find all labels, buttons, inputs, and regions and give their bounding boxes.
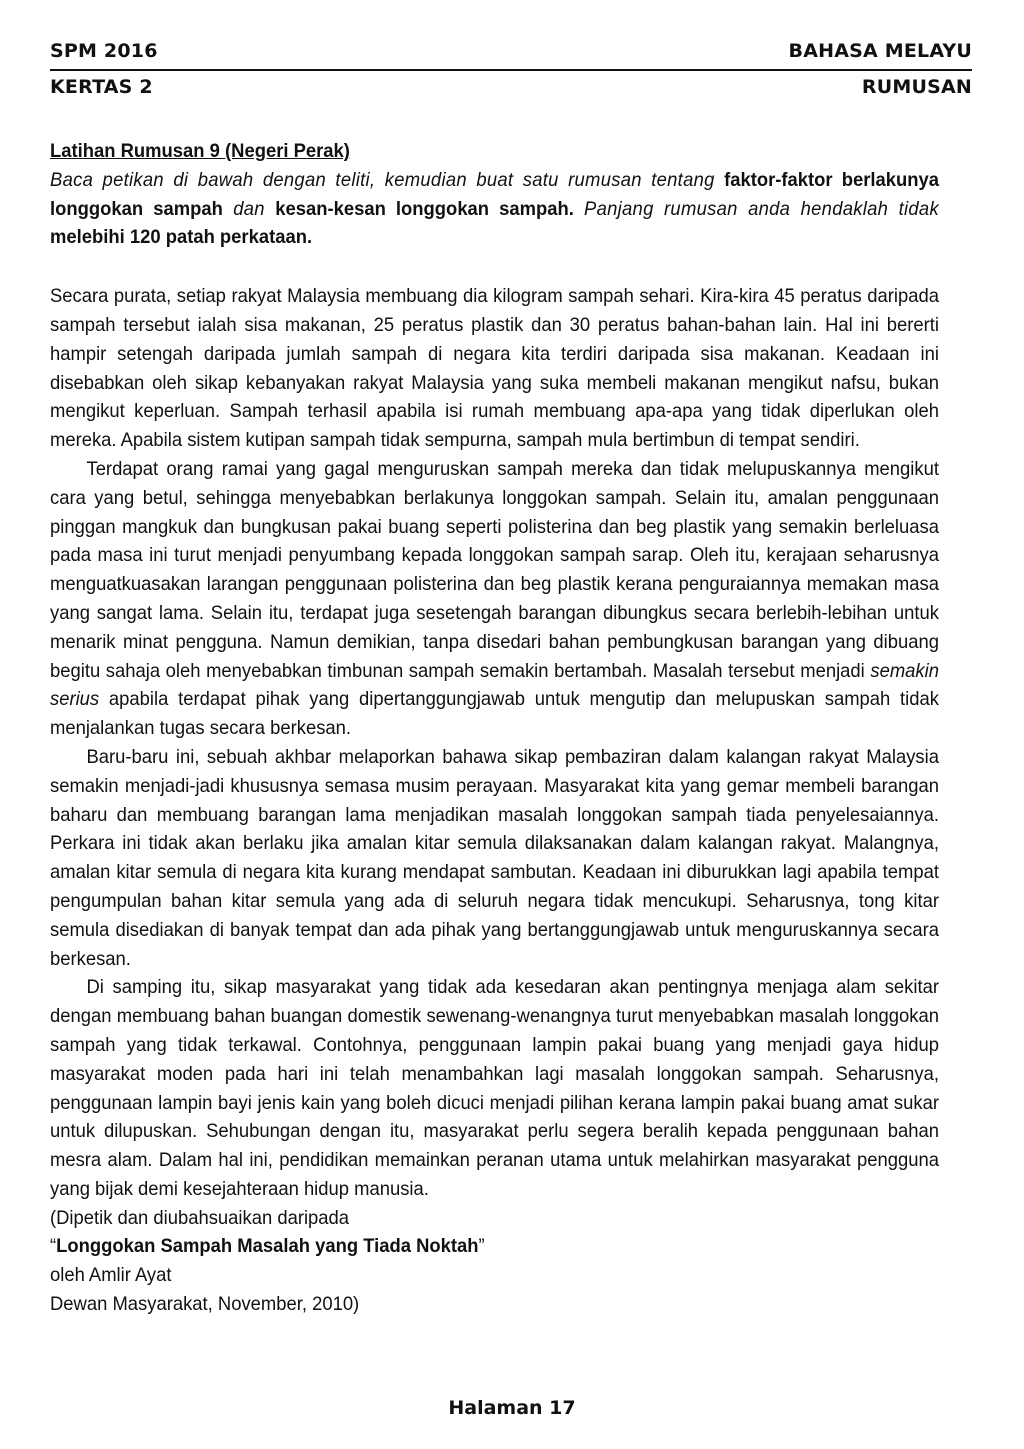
source-line-1: (Dipetik dan diubahsuaikan daripada (50, 1207, 350, 1229)
passage-paragraph-2 (50, 456, 939, 744)
exercise-title: Latihan Rumusan 9 (Negeri Perak) (50, 141, 350, 162)
passage-p2-text-c: apabila terdapat pihak yang dipertanggungjawab untuk mengutip dan melupuskan sampah tidak menjalankan tugas secara berkesan. (50, 689, 939, 740)
instr-part-7: melebihi 120 patah perkataan. (50, 227, 313, 249)
source-article (50, 1233, 939, 1262)
header-exam-year: SPM 2016 (50, 40, 158, 62)
instr-part-4: kesan-kesan longgokan sampah (275, 198, 569, 220)
instr-part-3: dan (222, 198, 276, 220)
header-paper: KERTAS 2 (50, 76, 153, 98)
passage-p2-emphasis: semakin serius (50, 660, 939, 711)
header-row-bottom (50, 76, 972, 98)
passage-paragraph-4: Di samping itu, sikap masyarakat yang tidak ada kesedaran akan pentingnya menjaga alam sekitar dengan membuang bahan buangan domestik sewenang-wenangnya turut menyebabkan masalah longgokan sampah yang tidak terkawal. Contohnya, penggunaan lampin pakai buang yang menjadi gaya hidup masyarakat moden pada hari ini telah menambahkan lagi masalah longgokan sampah. Seharusnya, penggunaan lampin bayi jenis kain yang boleh dicuci menjadi pilihan kerana lampin pakai buang amat sukar untuk dilupuskan. Sehubungan dengan itu, masyarakat perlu segera beralih kepada penggunaan bahan mesra alam. Dalam hal ini, pendidikan memainkan peranan utama untuk melahirkan masyarakat pengguna yang bijak demi kesejahteraan hidup manusia. (50, 977, 939, 1200)
header-row-top (50, 40, 972, 62)
exercise-instructions (50, 167, 939, 253)
main-content (50, 138, 939, 1320)
source-quote-close: ” (478, 1236, 485, 1258)
passage-paragraph-1: Secara purata, setiap rakyat Malaysia membuang dia kilogram sampah sehari. Kira-kira 45 peratus daripada sampah tersebut ialah sisa makanan, 25 peratus plastik dan 30 peratus bahan-bahan lain. Hal ini bererti hampir setengah daripada jumlah sampah di negara kita terdiri daripada sisa makanan. Keadaan ini disebabkan oleh sikap kebanyakan rakyat Malaysia yang suka membeli makanan mengikut nafsu, bukan mengikut keperluan. Sampah terhasil apabila isi rumah membuang apa-apa yang tidak diperlukan oleh mereka. Apabila sistem kutipan sampah tidak sempurna, sampah mula bertimbun di tempat sendiri. (50, 286, 939, 452)
source-author: oleh Amlir Ayat (50, 1265, 172, 1287)
instr-part-5: . (568, 198, 584, 220)
header-subject: BAHASA MELAYU (788, 40, 972, 62)
source-quote-open: “ (50, 1236, 57, 1258)
page-number: Halaman 17 (448, 1397, 576, 1419)
header-section: RUMUSAN (861, 76, 972, 98)
passage-p2-text-a: Terdapat orang ramai yang gagal menguruskan sampah mereka dan tidak melupuskannya mengikut cara yang betul, sehingga menyebabkan berlakunya longgokan sampah. Selain itu, amalan penggunaan pinggan mangkuk dan bungkusan pakai buang seperti polisterina dan beg plastik yang semakin berleluasa pada masa ini turut menjadi penyumbang kepada longgokan sampah sarap. Oleh itu, kerajaan seharusnya menguatkuasakan larangan penggunaan polisterina dan beg plastik kerana penguraiannya memakan masa yang sangat lama. Selain itu, terdapat juga sesetengah barangan dibungkus secara berlebih-lebihan untuk menarik minat pengguna. Namun demikian, tanpa disedari bahan pembungkusan barangan yang dibuang begitu sahaja oleh menyebabkan timbunan sampah semakin bertambah. Masalah tersebut menjadi (50, 458, 939, 682)
instr-part-2: faktor-faktor berlakunya longgokan sampah (50, 169, 939, 220)
instr-part-6: Panjang rumusan anda hendaklah tidak (584, 198, 939, 220)
header-divider (50, 69, 972, 71)
instr-part-1: Baca petikan di bawah dengan teliti, kemudian buat satu rumusan tentang (50, 169, 725, 191)
spacer (50, 253, 939, 283)
passage-paragraph-3: Baru-baru ini, sebuah akhbar melaporkan bahawa sikap pembaziran dalam kalangan rakyat Malaysia semakin menjadi-jadi khususnya semasa musim perayaan. Masyarakat kita yang gemar membeli barangan baharu dan membuang barangan lama menjadikan masalah longgokan sampah tiada penyelesaiannya. Perkara ini tidak akan berlaku jika amalan kitar semula dilaksanakan dalam kalangan rakyat. Malangnya, amalan kitar semula di negara kita kurang mendapat sambutan. Keadaan ini diburukkan lagi apabila tempat pengumpulan bahan kitar semula yang ada di seluruh negara tidak mencukupi. Seharusnya, tong kitar semula disediakan di banyak tempat dan ada pihak yang bertanggungjawab untuk menguruskannya secara berkesan. (50, 746, 939, 970)
source-article-title: Longgokan Sampah Masalah yang Tiada Noktah (56, 1236, 479, 1258)
source-publication: Dewan Masyarakat, November, 2010) (50, 1294, 360, 1316)
